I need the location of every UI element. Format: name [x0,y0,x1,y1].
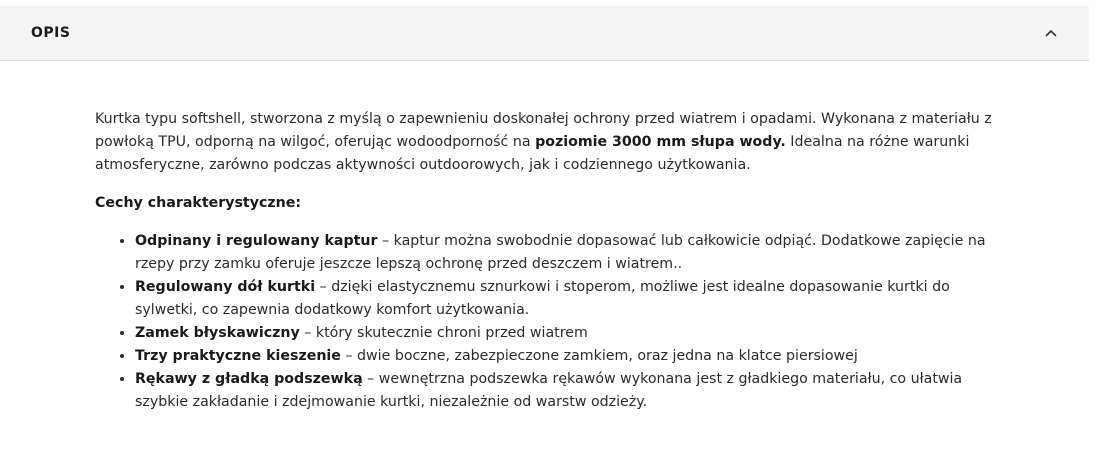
accordion-header[interactable] [0,6,1089,61]
chevron-up-icon[interactable] [1043,25,1059,41]
description-content [95,108,995,414]
feature-text: – dzięki elastycznemu sznurkowi i stoperom, możliwe jest idealne dopasowanie kurtki do sylwetki, co zapewnia dodatkowy komfort użytkowania. [135,279,950,318]
feature-item [135,368,995,414]
feature-item [135,345,995,368]
feature-text: – dwie boczne, zabezpieczone zamkiem, oraz jedna na klatce piersiowej [340,348,858,364]
feature-item [135,322,995,345]
intro-bold: poziomie 3000 mm słupa wody. [535,134,786,150]
feature-text: – który skutecznie chroni przed wiatrem [299,325,588,341]
intro-text-1: Kurtka typu softshell, stworzona z myślą o zapewnieniu doskonałej ochrony przed wiatrem i opadami. Wykonana z materiału z powłoką TPU, odporną na wilgoć, oferując wodoodporność na [95,111,992,150]
intro-text-2: Idealna na różne warunki atmosferyczne, zarówno podczas aktywności outdoorowych, jak i codziennego użytkowania. [95,134,970,173]
features-list [95,230,995,414]
feature-title: Odpinany i regulowany kaptur [135,233,378,249]
features-heading: Cechy charakterystyczne: [95,195,302,211]
feature-title: Regulowany dół kurtki [135,279,316,295]
feature-item [135,230,995,276]
feature-item [135,276,995,322]
description-intro [95,108,995,177]
feature-title: Rękawy z gładką podszewką [135,371,363,387]
feature-title: Trzy praktyczne kieszenie [135,348,341,364]
feature-title: Zamek błyskawiczny [135,325,300,341]
feature-text: – wewnętrzna podszewka rękawów wykonana jest z gładkiego materiału, co ułatwia szybkie zakładanie i zdejmowanie kurtki, niezależnie od warstw odzieży. [135,371,963,410]
feature-text: – kaptur można swobodnie dopasować lub całkowicie odpiąć. Dodatkowe zapięcie na rzepy przy zamku oferuje jeszcze lepszą ochronę przed deszczem i wiatrem.. [135,233,986,272]
accordion-title: OPIS [31,25,71,41]
